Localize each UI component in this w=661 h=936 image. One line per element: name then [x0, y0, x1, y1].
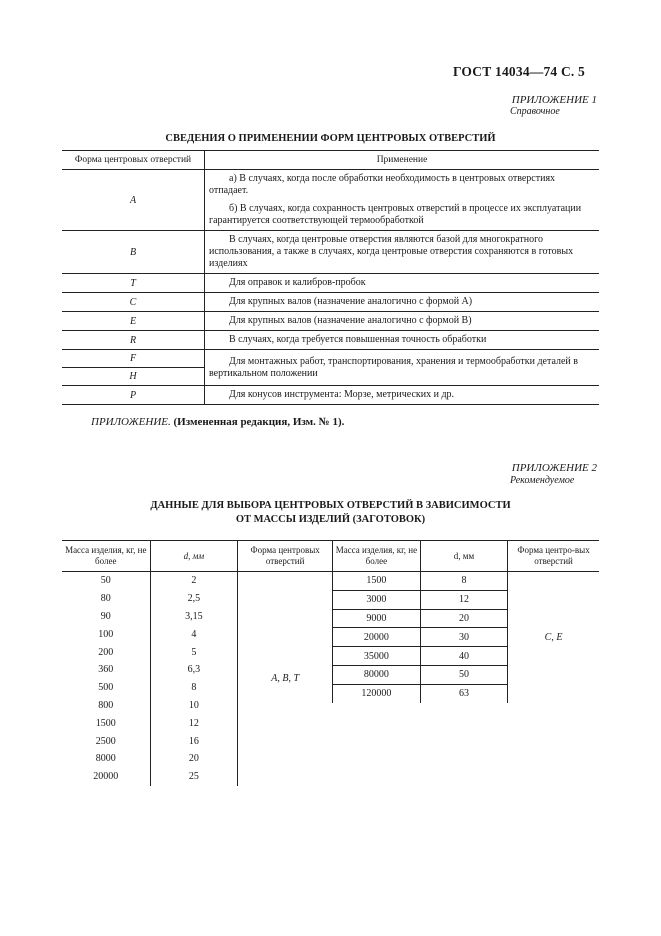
diameter-cell: 4: [150, 625, 238, 643]
appendix1-subtitle: Справочное: [510, 106, 560, 117]
table-row: [62, 293, 599, 312]
mass-cell: 1500: [62, 714, 150, 732]
application-cell: [205, 312, 600, 331]
column-header-form: Форма центровых отверстий: [62, 151, 205, 170]
mass-cell: 3000: [333, 590, 421, 609]
diameter-cell: 10: [150, 697, 238, 715]
forms-application-table: [62, 150, 599, 405]
form-cell: T: [62, 274, 205, 293]
application-text: В случаях, когда центровые отверстия являются базой для многократного использования, а также в случаях, когда центровые отверстия сохраняются в готовых изделиях: [209, 234, 574, 269]
application-cell: [205, 170, 600, 231]
application-text: Для крупных валов (назначение аналогично с формой А): [229, 296, 473, 307]
application-cell: [205, 350, 600, 386]
application-text: Для монтажных работ, транспортирования, хранения и термообработки деталей в вертикальном положении: [209, 355, 578, 379]
diameter-cell: 8: [150, 679, 238, 697]
mass-cell: 20000: [62, 768, 150, 786]
form-cell: A: [62, 170, 205, 231]
forms-cell: A, B, T: [271, 673, 300, 685]
form-cell: H: [62, 368, 205, 386]
appendix2-title: ПРИЛОЖЕНИЕ 2: [511, 462, 597, 474]
mass-cell: 50: [62, 572, 150, 590]
diameter-cell: 50: [420, 665, 507, 684]
forms-cell: C, E: [544, 631, 563, 643]
application-text: В случаях, когда требуется повышенная точность обработки: [229, 334, 487, 345]
mass-cell: 200: [62, 643, 150, 661]
column-header-form: Форма центровых отверстий: [238, 541, 332, 572]
diameter-cell: 3,15: [150, 608, 238, 626]
diameter-cell: 40: [420, 647, 507, 666]
table-row: [62, 170, 599, 231]
note-prefix: ПРИЛОЖЕНИЕ.: [91, 416, 171, 428]
column-header-mass: Масса изделия, кг, не более: [62, 541, 150, 572]
application-cell: [205, 293, 600, 312]
application-cell: [205, 386, 600, 405]
mass-cell: 360: [62, 661, 150, 679]
form-cell: C: [62, 293, 205, 312]
diameter-cell: 30: [420, 628, 507, 647]
column-header-application: Применение: [205, 151, 600, 170]
mass-cell: 1500: [333, 572, 421, 591]
mass-cell: 80000: [333, 665, 421, 684]
mass-cell: 35000: [333, 647, 421, 666]
mass-cell: 20000: [333, 628, 421, 647]
column-header-d: d, мм: [150, 541, 238, 572]
table-row: [62, 350, 599, 368]
application-text: Для конусов инструмента: Морзе, метрических и др.: [229, 389, 455, 400]
mass-cell: 800: [62, 697, 150, 715]
table-row: [62, 331, 599, 350]
form-cell: B: [62, 231, 205, 274]
application-text: Для оправок и калибров-пробок: [229, 277, 366, 288]
form-cell: E: [62, 312, 205, 331]
form-cell: F: [62, 350, 205, 368]
diameter-cell: 2,5: [150, 590, 238, 608]
table-row: [62, 572, 332, 590]
appendix2-heading-line2: ОТ МАССЫ ИЗДЕЛИЙ (ЗАГОТОВОК): [235, 514, 426, 525]
table-row: [62, 312, 599, 331]
application-cell: [205, 274, 600, 293]
mass-cell: 500: [62, 679, 150, 697]
diameter-cell: 20: [150, 750, 238, 768]
mass-table-right: [332, 540, 599, 703]
diameter-cell: 8: [420, 572, 507, 591]
page-header: ГОСТ 14034—74 С. 5: [452, 64, 585, 79]
diameter-cell: 5: [150, 643, 238, 661]
mass-cell: 120000: [333, 684, 421, 702]
mass-cell: 9000: [333, 609, 421, 628]
mass-cell: 100: [62, 625, 150, 643]
diameter-cell: 12: [420, 590, 507, 609]
appendix2-subtitle: Рекомендуемое: [510, 475, 575, 486]
mass-table-left: [62, 540, 332, 786]
application-text: а) В случаях, когда после обработки необходимость в центровых отверстиях отпадает.: [209, 173, 556, 196]
form-cell: P: [62, 386, 205, 405]
table-row: [62, 386, 599, 405]
appendix1-heading: СВЕДЕНИЯ О ПРИМЕНЕНИИ ФОРМ ЦЕНТРОВЫХ ОТВЕРСТИЙ: [165, 133, 496, 144]
table-row: [333, 572, 600, 591]
mass-cell: 80: [62, 590, 150, 608]
diameter-cell: 2: [150, 572, 238, 590]
application-cell: [205, 231, 600, 274]
table-row: [62, 274, 599, 293]
application-text: Для крупных валов (назначение аналогично с формой В): [229, 315, 472, 326]
appendix2-heading-line1: ДАННЫЕ ДЛЯ ВЫБОРА ЦЕНТРОВЫХ ОТВЕРСТИЙ В ЗАВИСИМОСТИ: [150, 500, 511, 511]
application-text: б) В случаях, когда сохранность центровых отверстий в процессе их эксплуатации гарантируется соответствующей термообработкой: [209, 203, 582, 226]
diameter-cell: 12: [150, 714, 238, 732]
amendment-note: [91, 416, 344, 428]
diameter-cell: 63: [420, 684, 507, 702]
diameter-cell: 16: [150, 732, 238, 750]
diameter-cell: 20: [420, 609, 507, 628]
application-cell: [205, 331, 600, 350]
mass-cell: 2500: [62, 732, 150, 750]
note-text: (Измененная редакция, Изм. № 1).: [173, 416, 345, 428]
form-cell: R: [62, 331, 205, 350]
diameter-cell: 25: [150, 768, 238, 786]
mass-cell: 8000: [62, 750, 150, 768]
column-header-form: Форма центро-вых отверстий: [508, 541, 599, 572]
column-header-d: d, мм: [420, 541, 507, 572]
column-header-mass: Масса изделия, кг, не более: [333, 541, 421, 572]
diameter-cell: 6,3: [150, 661, 238, 679]
table-row: [62, 231, 599, 274]
mass-cell: 90: [62, 608, 150, 626]
appendix1-title: ПРИЛОЖЕНИЕ 1: [511, 94, 597, 106]
